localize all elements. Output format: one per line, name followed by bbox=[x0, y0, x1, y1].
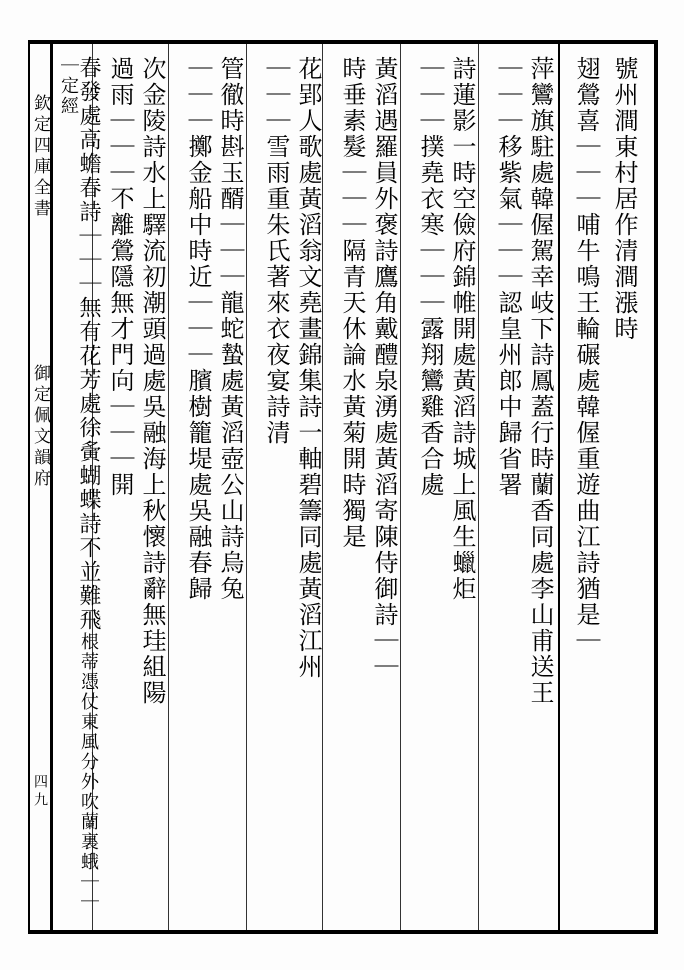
margin-gutter bbox=[30, 44, 50, 930]
text-column-7: 黃滔遇羅員外褒詩鷹角戴醴泉湧處黃滔寄陳侍御詩｜｜ bbox=[370, 56, 398, 680]
text-column-15 bbox=[58, 56, 101, 916]
text-column-2: 翅鶯喜｜｜｜哺牛鳴王輪碾處韓偓重遊曲江詩猶是｜ bbox=[572, 56, 600, 654]
text-column-16-main: 根蒂憑仗東風分外吹蘭裏蛾｜｜｜定經 bbox=[58, 56, 99, 912]
right-border bbox=[654, 40, 658, 934]
text-column-11: 管徹時斟玉醑｜｜｜龍蛇蟄處黃滔壺公山詩烏兔 bbox=[216, 56, 244, 602]
text-column-1: 號州澗東村居作清澗漲時 bbox=[610, 56, 638, 342]
top-border bbox=[28, 40, 658, 44]
text-column-14: 過雨｜｜｜不離鶯隱無才門向｜｜｜開 bbox=[106, 56, 134, 498]
text-column-10: ｜｜｜雪雨重朱氏著來衣夜宴詩清 bbox=[262, 56, 290, 446]
inner-left-border bbox=[50, 40, 53, 934]
text-column-9: 花郢人歌處黃滔翁文堯畫錦集詩一軸碧籌同處黃滔江州 bbox=[294, 56, 322, 680]
page-number: 四九 bbox=[32, 774, 48, 810]
text-column-5: 詩蓮影一時空儉府錦帷開處黃滔詩城上風生蠟炬 bbox=[448, 56, 476, 602]
text-column-12: ｜｜｜擲金船中時近｜｜｜臏樹籠堤處吳融春歸 bbox=[184, 56, 212, 602]
text-column-8: 時垂素髮｜｜｜隔青天休論水黃菊開時獨是 bbox=[338, 56, 366, 550]
text-column-15-main: 春發處高蟾春詩｜｜｜無有花芳處徐夤蝴蝶詩不並難飛 bbox=[76, 56, 101, 632]
book-title: 欽定四庫全書 bbox=[30, 94, 50, 220]
text-column-13: 次金陵詩水上驛流初潮頭過處吳融海上秋懷詩辭無珪組陽 bbox=[138, 56, 166, 706]
volume-title: 御定佩文韻府 bbox=[30, 364, 50, 490]
text-column-6: ｜｜｜撲堯衣寒｜｜｜露翔鸞雞香合處 bbox=[416, 56, 444, 498]
bottom-border bbox=[28, 930, 658, 934]
text-column-4: ｜｜｜移紫氣｜｜｜認皇州郎中歸省署 bbox=[494, 56, 522, 498]
text-column-3: 萍鸞旗駐處韓偓駕幸岐下詩鳳蓋行時蘭香同處李山甫送王 bbox=[526, 56, 554, 706]
